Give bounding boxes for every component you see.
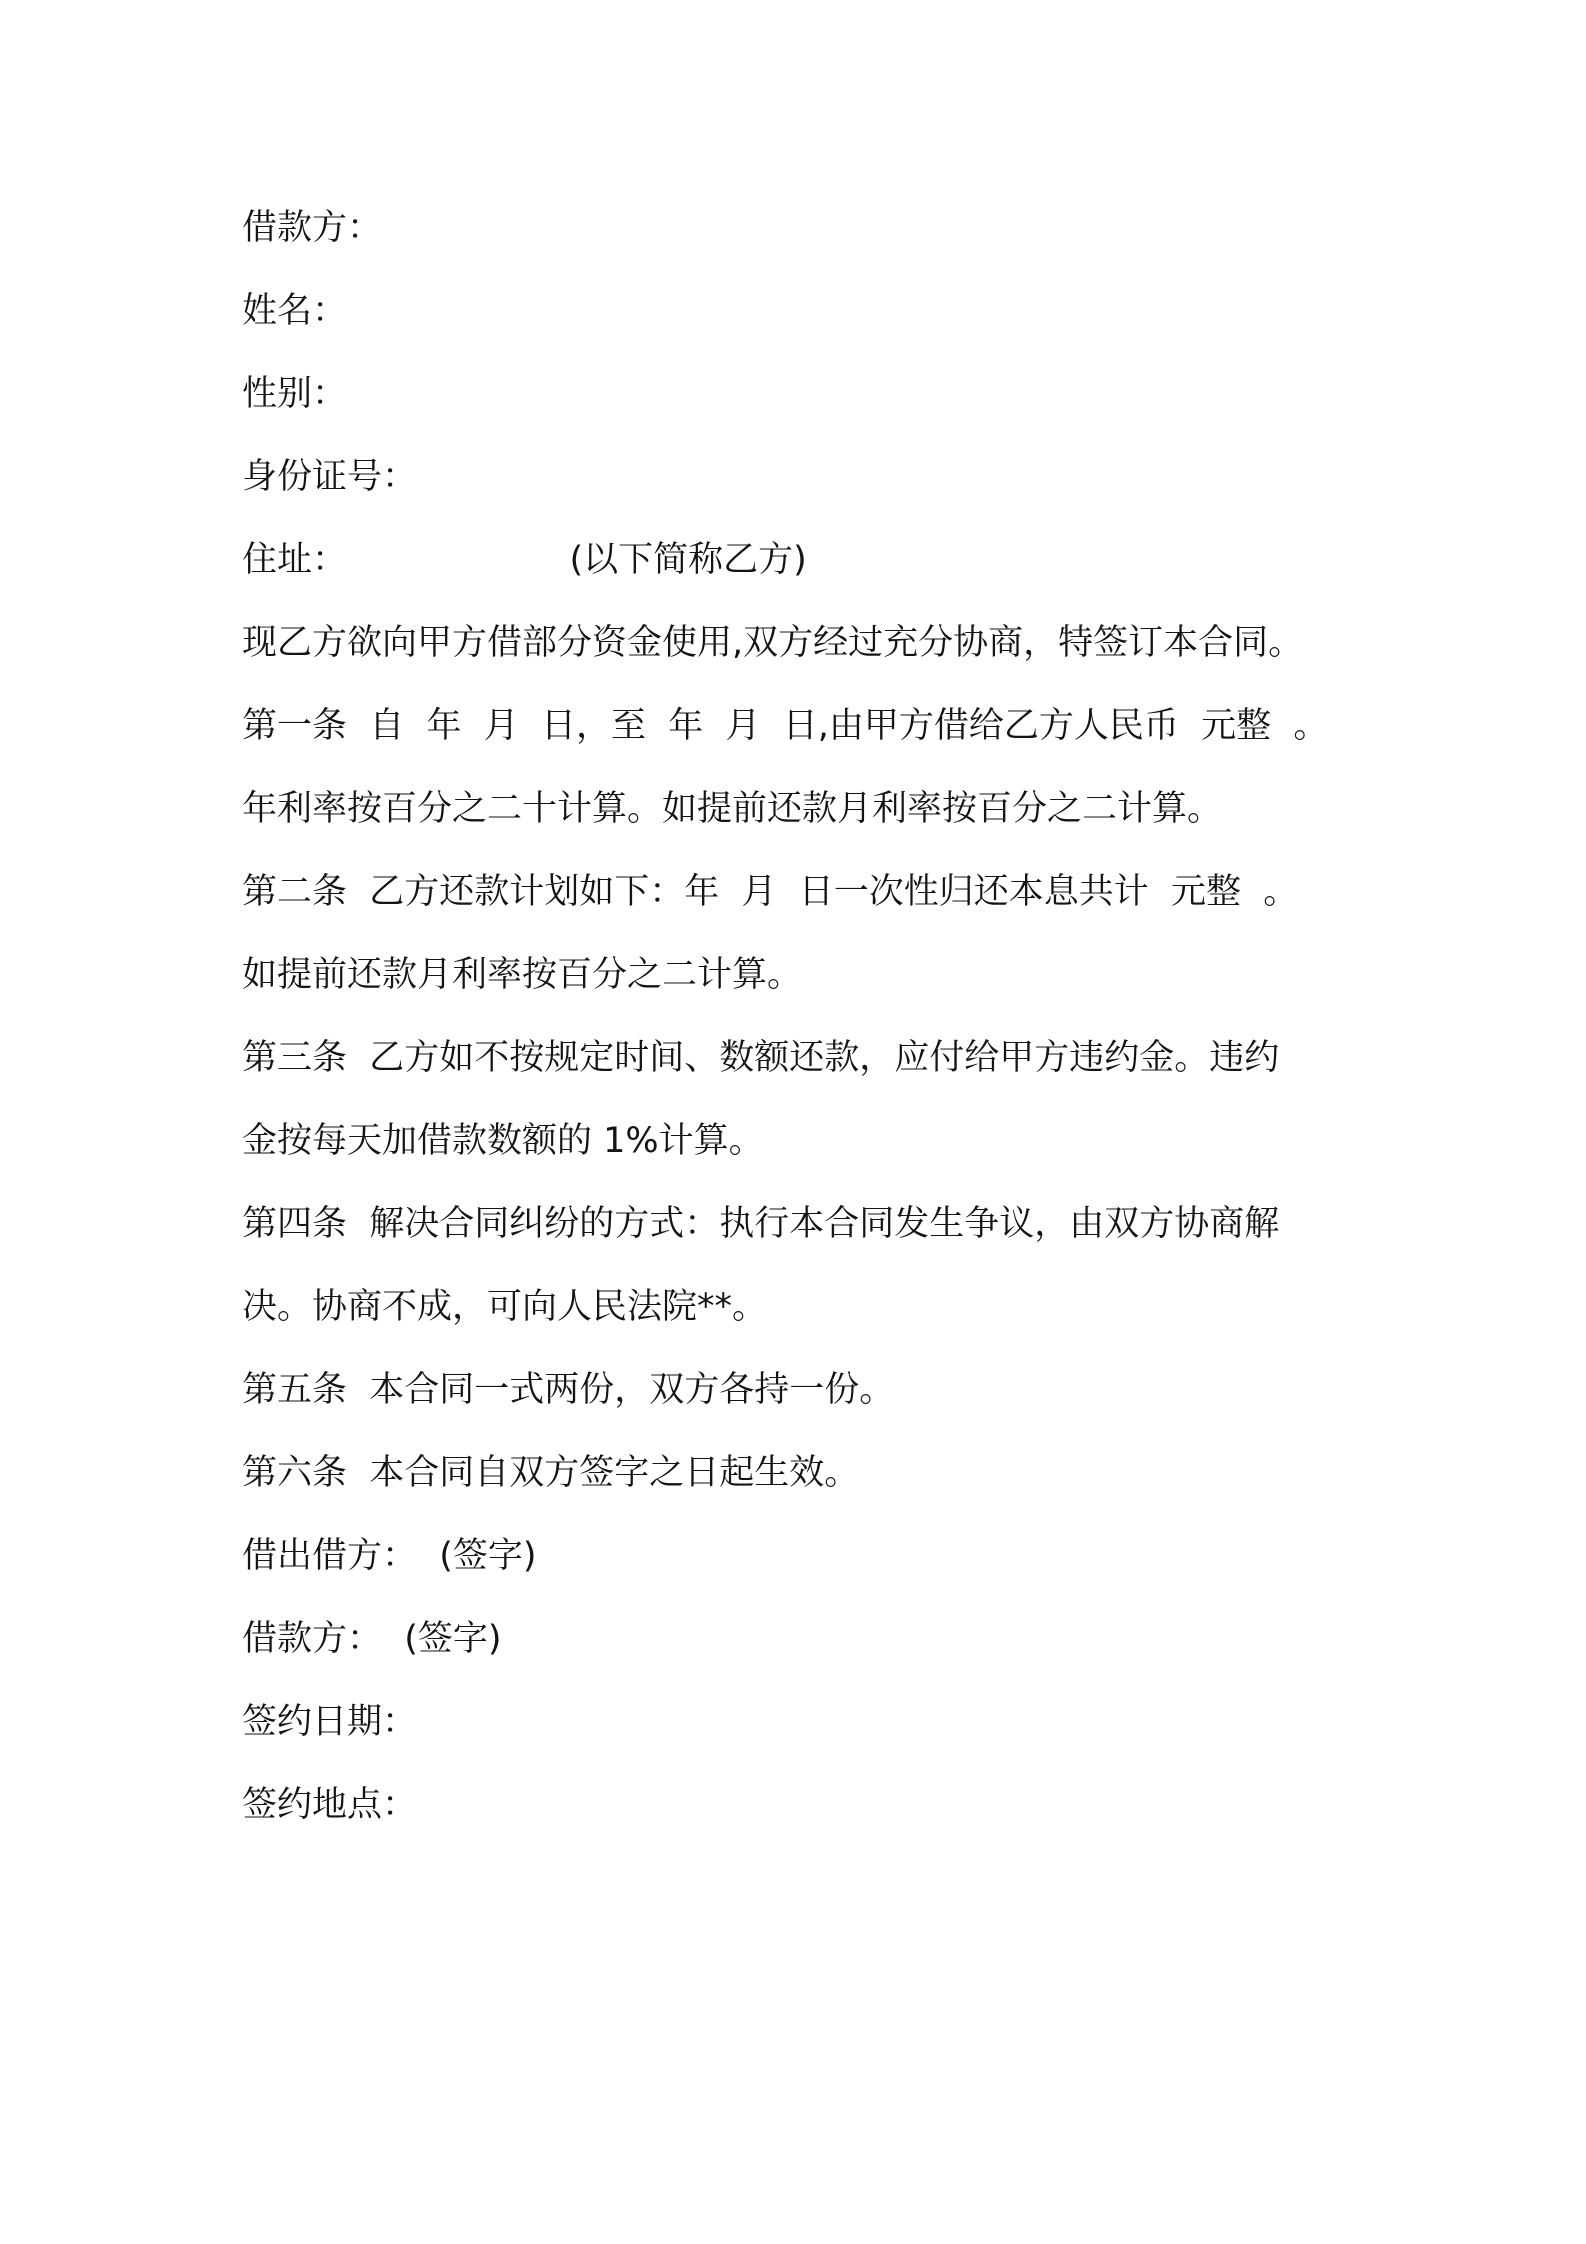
signing-date-label: 签约日期：	[242, 1702, 418, 1742]
article-1-line-1: 第一条 自 年 月 日，至 年 月 日,由甲方借给乙方人民币 元整 。	[242, 706, 1329, 746]
gender-label: 性别：	[242, 374, 348, 414]
article-3-line-2: 金按每天加借款数额的 1%计算。	[242, 1121, 764, 1161]
borrower-label: 借款方：	[242, 208, 383, 248]
preamble: 现乙方欲向甲方借部分资金使用,双方经过充分协商，特签订本合同。	[242, 623, 1304, 663]
article-2-line-1: 第二条 乙方还款计划如下：年 月 日一次性归还本息共计 元整 。	[242, 872, 1299, 912]
name-label: 姓名：	[242, 291, 348, 331]
article-5: 第五条 本合同一式两份，双方各持一份。	[242, 1370, 895, 1410]
borrower-signature-line: 借款方： (签字)	[242, 1619, 502, 1659]
article-6: 第六条 本合同自双方签字之日起生效。	[242, 1453, 860, 1493]
article-4-line-2: 决。协商不成，可向人民法院**。	[242, 1287, 768, 1327]
id-number-label: 身份证号：	[242, 457, 418, 497]
article-2-line-2: 如提前还款月利率按百分之二计算。	[242, 955, 803, 995]
lender-signature-line: 借出借方： (签字)	[242, 1536, 537, 1576]
signing-place-label: 签约地点：	[242, 1785, 418, 1825]
address-line: 住址： (以下简称乙方)	[242, 540, 807, 580]
article-1-line-2: 年利率按百分之二十计算。如提前还款月利率按百分之二计算。	[242, 789, 1223, 829]
article-3-line-1: 第三条 乙方如不按规定时间、数额还款，应付给甲方违约金。违约	[242, 1038, 1280, 1078]
contract-document	[242, 204, 1422, 1864]
article-4-line-1: 第四条 解决合同纠纷的方式：执行本合同发生争议，由双方协商解	[242, 1204, 1280, 1244]
